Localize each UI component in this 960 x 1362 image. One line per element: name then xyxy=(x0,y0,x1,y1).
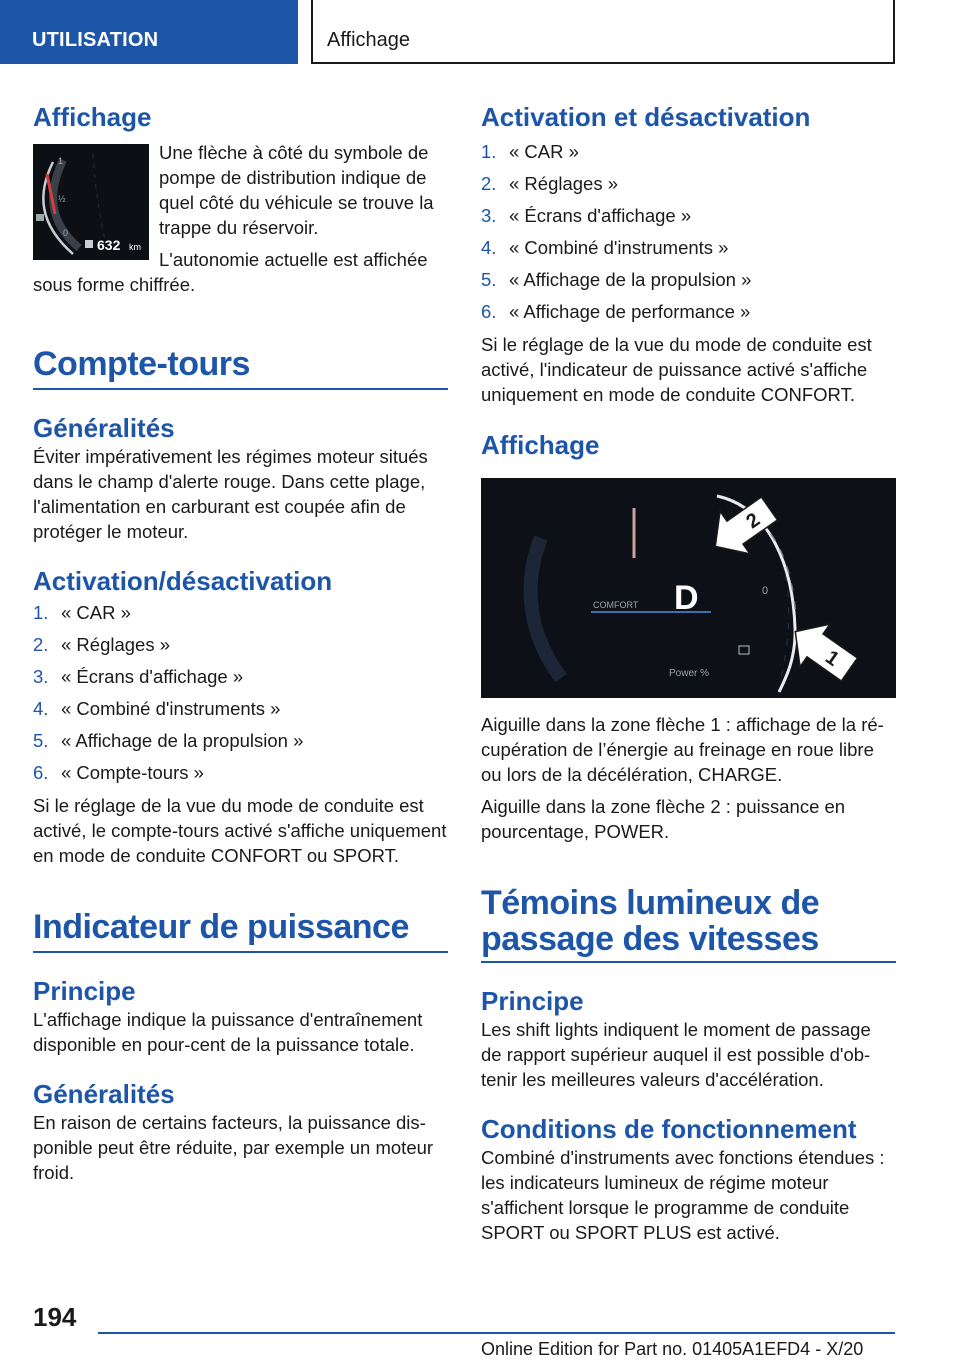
fuel-range-value: 632 xyxy=(97,237,121,253)
affichage-right-text-2: Aiguille dans la zone flèche 2 : puissance en pourcentage, POWER. xyxy=(481,796,846,842)
callout-2-label: 2 xyxy=(742,508,765,534)
edition-note: Online Edition for Part no. 01405A1EFD4 - X/20 xyxy=(481,1339,864,1359)
affichage-title: Affichage xyxy=(33,102,152,132)
list-item: 6. « Affichage de performance » xyxy=(481,301,751,322)
gauge-mark-empty: 0 xyxy=(63,228,69,238)
gear-indicator: D xyxy=(674,579,699,617)
gauge-mark-half: ½ xyxy=(58,194,66,204)
callout-1-label: 1 xyxy=(821,646,843,671)
list-item: 3. « Écrans d'affichage » xyxy=(33,666,244,687)
footer-divider xyxy=(98,1332,895,1334)
left-column xyxy=(33,100,448,1192)
activation-title: Activation/désactivation xyxy=(33,566,333,596)
conditions-text: Combiné d'instruments avec fonctions étendues : les indicateurs lumineux de régime moteur s'affichent lorsque le programme de conduite SPORT ou SPORT PLUS est activé. xyxy=(481,1147,885,1243)
fuel-range-unit: km xyxy=(129,242,141,252)
affichage-right-text-1: Aiguille dans la zone flèche 1 : affichage de la récupération de l’énergie au freinage en roue libre ou lors de la décélération, CHARGE. xyxy=(481,714,884,785)
list-item: 5. « Affichage de la propulsion » xyxy=(33,730,304,751)
affichage-title-right: Affichage xyxy=(481,430,600,460)
fuel-gauge-graphic xyxy=(33,144,149,260)
list-item: 1. « CAR » xyxy=(33,602,131,623)
mode-label: COMFORT xyxy=(593,600,639,610)
chapter-tab: UTILISATION xyxy=(0,0,298,64)
generalites-title: Généralités xyxy=(33,413,175,443)
gauge-mark-full: 1 xyxy=(58,156,64,166)
activation-note: Si le réglage de la vue du mode de conduite est activé, l'indicateur de puissance activé s'affiche uniquement en mode de conduite CONFORT. xyxy=(481,334,872,405)
scale-zero: 0 xyxy=(762,585,769,597)
power-indicator-image xyxy=(481,478,896,698)
activation-desactivation-title: Activation et désactivation xyxy=(481,102,811,132)
list-item: 2. « Réglages » xyxy=(33,634,171,655)
list-item: 5. « Affichage de la propulsion » xyxy=(481,269,752,290)
activation-steps-right xyxy=(481,136,896,328)
list-item: 4. « Combiné d'instruments » xyxy=(481,237,729,258)
temoins-principe-title: Principe xyxy=(481,986,584,1016)
generalites-text-2: En raison de certains facteurs, la puissance disponible peut être réduite, par exemple un moteur froid. xyxy=(33,1112,434,1183)
list-item: 6. « Compte-tours » xyxy=(33,762,204,783)
temoins-principe-text: Les shift lights indiquent le moment de passage de rapport supérieur auquel il est possible d'obtenir les meilleures valeurs d'accélération. xyxy=(481,1019,871,1090)
list-item: 3. « Écrans d'affichage » xyxy=(481,205,692,226)
list-item: 1. « CAR » xyxy=(481,141,579,162)
affichage-text-1: Une flèche à côté du symbole de pompe de distribution indique de quel côté du véhicule se trouve la trappe du réservoir. xyxy=(159,142,434,238)
indicateur-title: Indicateur de puissance xyxy=(33,909,448,953)
right-column xyxy=(481,100,896,1252)
conditions-title: Conditions de fonctionnement xyxy=(481,1114,857,1144)
activation-steps xyxy=(33,597,448,789)
compte-tours-note: Si le réglage de la vue du mode de conduite est activé, le compte-tours activé s'affiche uniquement en mode de conduite CONFORT ou SPORT. xyxy=(33,795,447,866)
power-indicator-graphic xyxy=(481,478,896,698)
section-header: Affichage xyxy=(311,0,895,64)
affichage-text-2: L'autonomie actuelle est affichée sous forme chiffrée. xyxy=(33,249,428,295)
page-number: 194 xyxy=(33,1302,77,1332)
generalites-title-2: Généralités xyxy=(33,1079,175,1109)
temoins-title: Témoins lumineux de passage des vitesses xyxy=(481,885,896,963)
generalites-text: Éviter impérativement les régimes moteur situés dans le champ d'alerte rouge. Dans cette plage, l'alimentation en carburant est coupée afin de protéger le moteur. xyxy=(33,446,428,542)
list-item: 2. « Réglages » xyxy=(481,173,619,194)
fuel-gauge-image xyxy=(33,144,149,260)
principe-text: L'affichage indique la puissance d'entraînement disponible en pour-cent de la puissance totale. xyxy=(33,1009,423,1055)
principe-title: Principe xyxy=(33,976,136,1006)
power-percent-label: Power % xyxy=(669,668,710,679)
list-item: 4. « Combiné d'instruments » xyxy=(33,698,281,719)
compte-tours-title: Compte-tours xyxy=(33,346,448,390)
